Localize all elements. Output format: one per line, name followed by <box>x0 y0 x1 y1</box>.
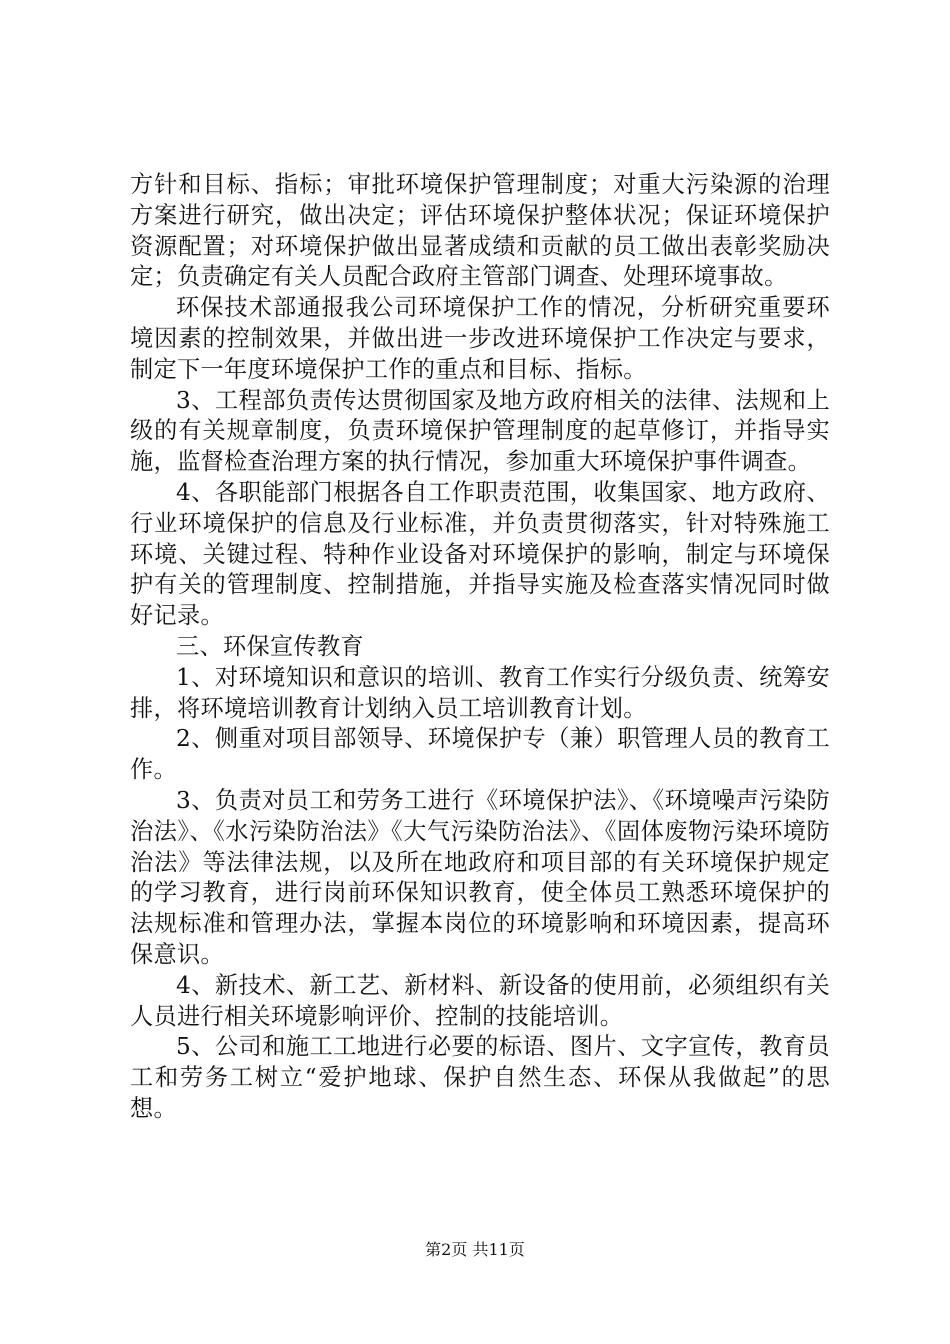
paragraph-education-4: 4、新技术、新工艺、新材料、新设备的使用前，必须组织有关人员进行相关环境影响评价、控制的技能培训。 <box>130 971 830 1030</box>
paragraph-continued-duties: 方针和目标、指标；审批环境保护管理制度；对重大污染源的治理方案进行研究，做出决定；评估环境保护整体状况；保证环境保护资源配置；对环境保护做出显著成绩和贡献的员工做出表彰奖励决定；负责确定有关人员配合政府主管部门调查、处理环境事故。 <box>130 171 830 291</box>
paragraph-engineering-dept: 3、工程部负责传达贯彻国家及地方政府相关的法律、法规和上级的有关规章制度，负责环境保护管理制度的起草修订，并指导实施，监督检查治理方案的执行情况，参加重大环境保护事件调查。 <box>130 386 830 476</box>
page-number: 第2页 共11页 <box>425 1240 525 1259</box>
section-heading-education: 三、环保宣传教育 <box>176 632 364 660</box>
document-body <box>130 170 830 1125</box>
paragraph-education-2: 2、侧重对项目部领导、环境保护专（兼）职管理人员的教育工作。 <box>130 725 830 784</box>
paragraph-functional-depts: 4、各职能部门根据各自工作职责范围，收集国家、地方政府、行业环境保护的信息及行业标准，并负责贯彻落实，针对特殊施工环境、关键过程、特种作业设备对环境保护的影响，制定与环境保护有关的管理制度、控制措施，并指导实施及检查落实情况同时做好记录。 <box>130 478 830 630</box>
paragraph-education-1: 1、对环境知识和意识的培训、教育工作实行分级负责、统筹安排，将环境培训教育计划纳入员工培训教育计划。 <box>130 663 830 722</box>
paragraph-env-tech-dept: 环保技术部通报我公司环境保护工作的情况，分析研究重要环境因素的控制效果，并做出进一步改进环境保护工作决定与要求，制定下一年度环境保护工作的重点和目标、指标。 <box>130 294 830 383</box>
paragraph-education-3: 3、负责对员工和劳务工进行《环境保护法》、《环境噪声污染防治法》、《水污染防治法》《大气污染防治法》、《固体废物污染环境防治法》等法律法规，以及所在地政府和项目部的有关环境保护规定的学习教育，进行岗前环保知识教育，使全体员工熟悉环境保护的法规标准和管理办法，掌握本岗位的环境影响和环境因素，提高环保意识。 <box>130 786 830 968</box>
paragraph-education-5: 5、公司和施工工地进行必要的标语、图片、文字宣传，教育员工和劳务工树立“爱护地球、保护自然生态、环保从我做起”的思想。 <box>130 1033 830 1122</box>
